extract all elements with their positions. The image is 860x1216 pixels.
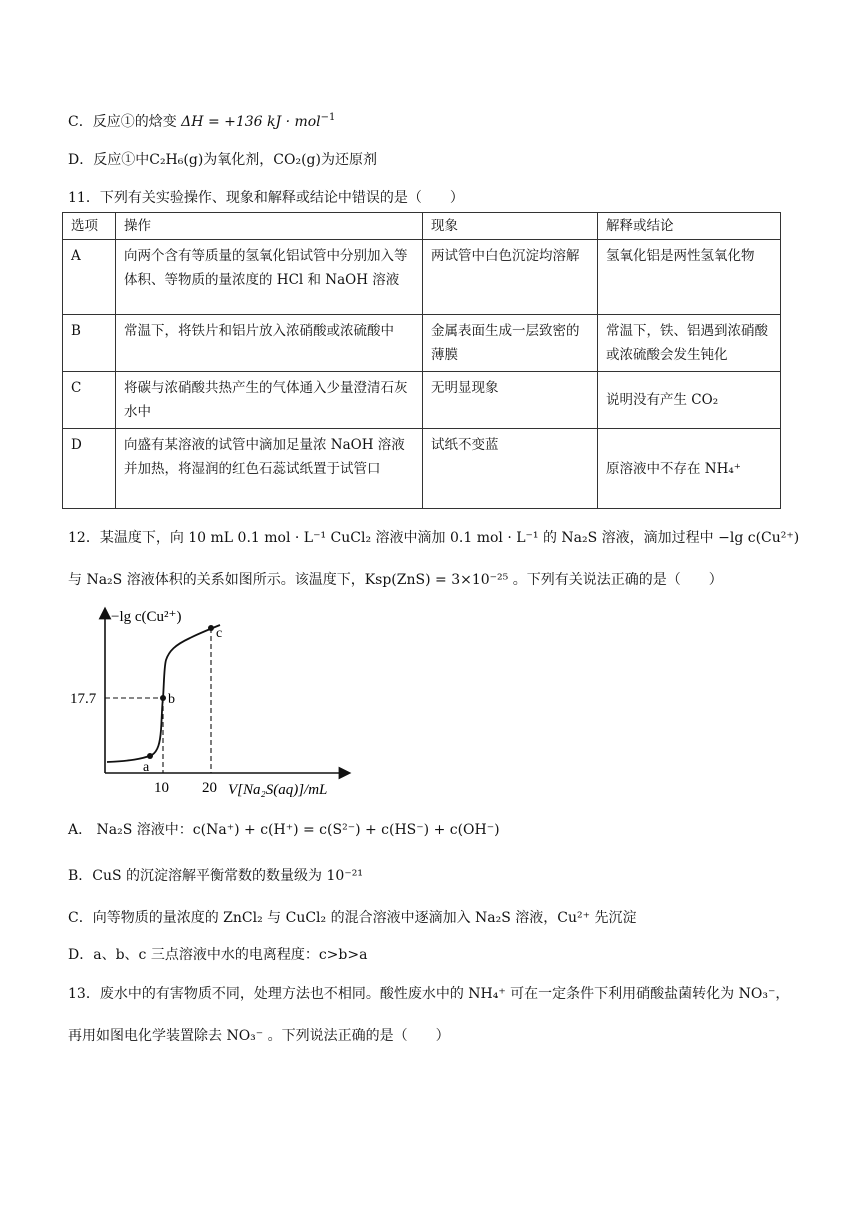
q10-option-d: D．反应①中C₂H₆(g)为氧化剂，CO₂(g)为还原剂 xyxy=(68,152,377,168)
q12-chart xyxy=(70,605,370,805)
q10-option-c: C．反应①的焓变 ΔH = +136 kJ · mol$^{-1}$ xyxy=(68,112,336,130)
point-c-label: c xyxy=(216,626,223,641)
row-phenomenon: 无明显现象 xyxy=(423,372,598,429)
header-phenomenon: 现象 xyxy=(423,213,598,240)
point-b-label: b xyxy=(168,692,175,707)
row-operation: 向两个含有等质量的氢氧化铝试管中分别加入等体积、等物质的量浓度的 HCl 和 NaOH 溶液 xyxy=(116,240,423,315)
header-option: 选项 xyxy=(63,213,116,240)
q12-option-c: C．向等物质的量浓度的 ZnCl₂ 与 CuCl₂ 的混合溶液中逐滴加入 Na₂S 溶液，Cu²⁺ 先沉淀 xyxy=(68,910,637,926)
q12-option-b: B．CuS 的沉淀溶解平衡常数的数量级为 10⁻²¹ xyxy=(68,868,363,884)
table-row xyxy=(63,240,781,315)
header-conclusion: 解释或结论 xyxy=(598,213,781,240)
row-phenomenon: 试纸不变蓝 xyxy=(423,429,598,509)
header-operation: 操作 xyxy=(116,213,423,240)
table-row xyxy=(63,315,781,372)
x-axis-label: V[Na₂S(aq)]/mL xyxy=(228,782,328,798)
y-axis-label: −lg c(Cu²⁺) xyxy=(111,609,182,625)
row-operation: 向盛有某溶液的试管中滴加足量浓 NaOH 溶液并加热，将湿润的红色石蕊试纸置于试管口 xyxy=(116,429,423,509)
row-option: D xyxy=(63,429,116,509)
point-a-label: a xyxy=(143,760,150,775)
table-row xyxy=(63,372,781,429)
q11-table xyxy=(62,212,781,509)
q12-stem-line1: 12．某温度下，向 10 mL 0.1 mol · L⁻¹ CuCl₂ 溶液中滴加 0.1 mol · L⁻¹ 的 Na₂S 溶液，滴加过程中 −lg c(Cu²⁺) xyxy=(68,530,800,546)
q12-option-a: A． Na₂S 溶液中：c(Na⁺) + c(H⁺) = c(S²⁻) + c(HS⁻) + c(OH⁻) xyxy=(68,822,500,838)
point-c xyxy=(208,625,214,631)
row-option: B xyxy=(63,315,116,372)
table-row xyxy=(63,429,781,509)
row-phenomenon: 金属表面生成一层致密的薄膜 xyxy=(423,315,598,372)
row-operation: 常温下，将铁片和铝片放入浓硝酸或浓硫酸中 xyxy=(116,315,423,372)
row-conclusion: 说明没有产生 CO₂ xyxy=(598,372,781,429)
point-b xyxy=(160,695,166,701)
x-tick-label-20: 20 xyxy=(202,780,217,796)
row-option: A xyxy=(63,240,116,315)
q11-stem: 11．下列有关实验操作、现象和解释或结论中错误的是（ ） xyxy=(68,190,464,206)
row-phenomenon: 两试管中白色沉淀均溶解 xyxy=(423,240,598,315)
row-conclusion: 常温下，铁、铝遇到浓硝酸或浓硫酸会发生钝化 xyxy=(598,315,781,372)
point-a xyxy=(147,753,153,759)
row-option: C xyxy=(63,372,116,429)
row-operation: 将碳与浓硝酸共热产生的气体通入少量澄清石灰水中 xyxy=(116,372,423,429)
table-header-row xyxy=(63,213,781,240)
row-conclusion: 氢氧化铝是两性氢氧化物 xyxy=(598,240,781,315)
row-conclusion: 原溶液中不存在 NH₄⁺ xyxy=(598,429,781,509)
q13-stem-line2: 再用如图电化学装置除去 NO₃⁻ 。下列说法正确的是（ ） xyxy=(68,1028,450,1044)
y-tick-label: 17.7 xyxy=(70,691,97,707)
q13-stem-line1: 13．废水中的有害物质不同，处理方法也不相同。酸性废水中的 NH₄⁺ 可在一定条件下利用硝酸盐菌转化为 NO₃⁻， xyxy=(68,986,790,1002)
q12-option-d: D．a、b、c 三点溶液中水的电离程度：c>b>a xyxy=(68,947,368,963)
q12-stem-line2: 与 Na₂S 溶液体积的关系如图所示。该温度下，Ksp(ZnS) = 3×10⁻²⁵ 。下列有关说法正确的是（ ） xyxy=(68,572,723,588)
x-tick-label-10: 10 xyxy=(154,780,169,796)
